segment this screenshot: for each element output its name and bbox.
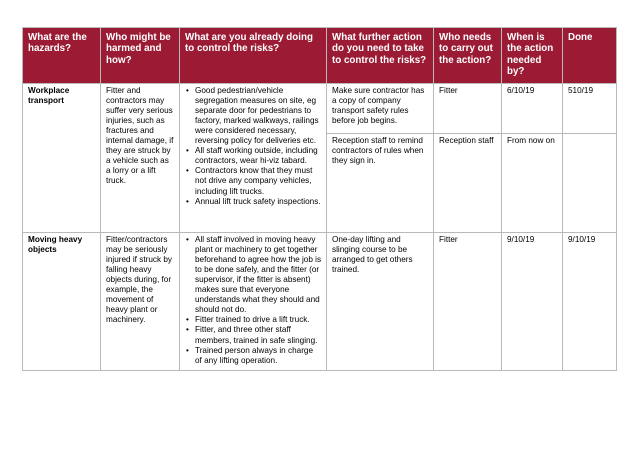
header-who-harmed: Who might be harmed and how?: [101, 28, 180, 84]
when-needed-cell: 6/10/19: [502, 83, 563, 133]
control-item: • Trained person always in charge of any lifting operation.: [195, 346, 322, 366]
control-item: • Fitter, and three other staff members, trained in safe slinging.: [195, 325, 322, 345]
table-row: [23, 232, 617, 370]
further-action-cell: One-day lifting and slinging course to be arranged to get others trained.: [327, 232, 434, 370]
who-carries-out-cell: Fitter: [434, 83, 502, 133]
controls-cell: [180, 83, 327, 232]
done-cell: [563, 133, 617, 232]
who-carries-out-cell: Reception staff: [434, 133, 502, 232]
when-needed-cell: 9/10/19: [502, 232, 563, 370]
header-done: Done: [563, 28, 617, 84]
header-hazards: What are the hazards?: [23, 28, 101, 84]
controls-cell: [180, 232, 327, 370]
control-item: • All staff working outside, including contractors, wear hi-viz tabard.: [195, 146, 322, 166]
header-who-carries-out: Who needs to carry out the action?: [434, 28, 502, 84]
when-needed-cell: From now on: [502, 133, 563, 232]
control-item: • All staff involved in moving heavy plant or machinery to get together beforehand to agree how the job is to be done safely, and the fitter (or supervisor, if the fitter is absent) makes sure that everyone understands what they should and should not do.: [195, 235, 322, 316]
header-row: [23, 28, 617, 84]
control-item: • Annual lift truck safety inspections.: [195, 197, 322, 207]
controls-list: [185, 235, 322, 366]
header-when-needed: When is the action needed by?: [502, 28, 563, 84]
hazard-cell: Moving heavy objects: [23, 232, 101, 370]
header-controls: What are you already doing to control the risks?: [180, 28, 327, 84]
further-action-cell: Reception staff to remind contractors of rules when they sign in.: [327, 133, 434, 232]
control-item: • Good pedestrian/vehicle segregation measures on site, eg separate door for pedestrians to factory, marked walkways, railings were considered necessary, reversing policy for deliveries etc.: [195, 86, 322, 147]
controls-list: [185, 86, 322, 207]
done-cell: 9/10/19: [563, 232, 617, 370]
control-item: • Contractors know that they must not drive any company vehicles, including lift trucks.: [195, 166, 322, 196]
table-row: [23, 83, 617, 133]
who-harmed-cell: Fitter and contractors may suffer very serious injuries, such as fractures and internal damage, if they are struck by a vehicle such as a lorry or a lift truck.: [101, 83, 180, 232]
hazard-cell: Workplace transport: [23, 83, 101, 232]
header-further-action: What further action do you need to take to control the risks?: [327, 28, 434, 84]
control-item: • Fitter trained to drive a lift truck.: [195, 315, 322, 325]
who-harmed-cell: Fitter/contractors may be seriously injured if struck by falling heavy objects during, for example, the movement of heavy plant or machinery.: [101, 232, 180, 370]
who-carries-out-cell: Fitter: [434, 232, 502, 370]
further-action-cell: Make sure contractor has a copy of company transport safety rules before job begins.: [327, 83, 434, 133]
done-cell: 510/19: [563, 83, 617, 133]
risk-assessment-table: [22, 27, 617, 371]
